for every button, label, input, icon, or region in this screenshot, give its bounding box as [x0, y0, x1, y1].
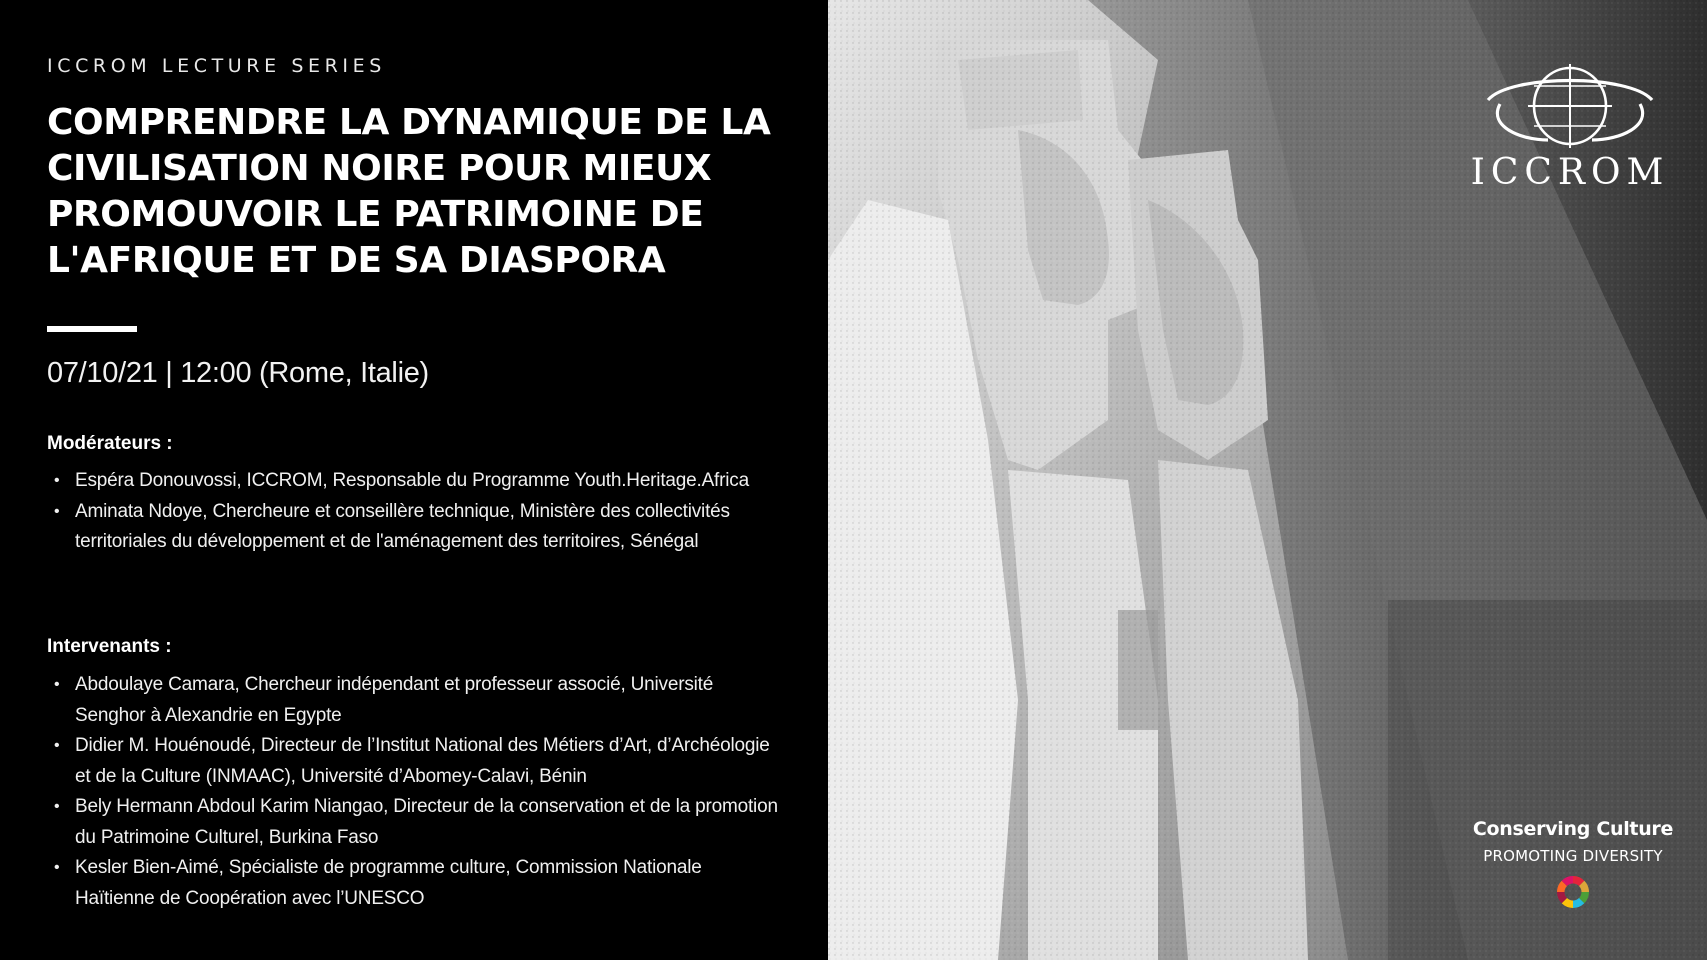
list-item [54, 670, 785, 731]
info-panel [0, 0, 828, 960]
moderator-text: Aminata Ndoye, Chercheure et conseillère technique, Ministère des collectivités territoriales du développement et de l'aménagement des territoires, Sénégal [75, 500, 730, 552]
list-item [54, 466, 785, 497]
speaker-text: Didier M. Houénoudé, Directeur de l’Institut National des Métiers d’Art, d’Archéologie et de la Culture (INMAAC), Université d’Abomey-Calavi, Bénin [75, 735, 770, 787]
tagline-conserving: Conserving Culture [1472, 818, 1674, 840]
moderators-list [47, 466, 785, 558]
list-item [54, 792, 785, 853]
bullet-icon: • [54, 472, 60, 489]
series-label: ICCROM LECTURE SERIES [47, 55, 386, 77]
bullet-icon: • [54, 502, 60, 520]
list-item [54, 497, 785, 558]
bullet-icon: • [54, 737, 60, 754]
bullet-icon: • [54, 859, 60, 876]
tagline-promoting: PROMOTING DIVERSITY [1483, 847, 1663, 865]
speakers-list [47, 670, 785, 914]
iccrom-logo-text: ICCROM [1470, 152, 1670, 193]
lecture-title: COMPRENDRE LA DYNAMIQUE DE LA CIVILISATION NOIRE POUR MIEUX PROMOUVOIR LE PATRIMOINE DE L'AFRIQUE ET DE SA DIASPORA [47, 102, 771, 281]
bullet-icon: • [54, 676, 60, 693]
speaker-text: Bely Hermann Abdoul Karim Niangao, Directeur de la conservation et de la promotion du Patrimoine Culturel, Burkina Faso [75, 796, 778, 848]
sdg-wheel-icon [1556, 875, 1590, 909]
event-datetime: 07/10/21 | 12:00 (Rome, Italie) [47, 357, 429, 389]
list-item [54, 731, 785, 792]
list-item [54, 853, 785, 914]
speakers-heading: Intervenants : [47, 636, 172, 657]
moderators-heading: Modérateurs : [47, 433, 173, 454]
speaker-text: Kesler Bien-Aimé, Spécialiste de programme culture, Commission Nationale Haïtienne de Coopération avec l’UNESCO [75, 857, 702, 909]
title-divider [47, 326, 137, 332]
speaker-text: Abdoulaye Camara, Chercheur indépendant et professeur associé, Université Senghor à Alexandrie en Egypte [75, 674, 714, 726]
moderator-text: Espéra Donouvossi, ICCROM, Responsable du Programme Youth.Heritage.Africa [75, 470, 749, 491]
bullet-icon: • [54, 798, 60, 815]
